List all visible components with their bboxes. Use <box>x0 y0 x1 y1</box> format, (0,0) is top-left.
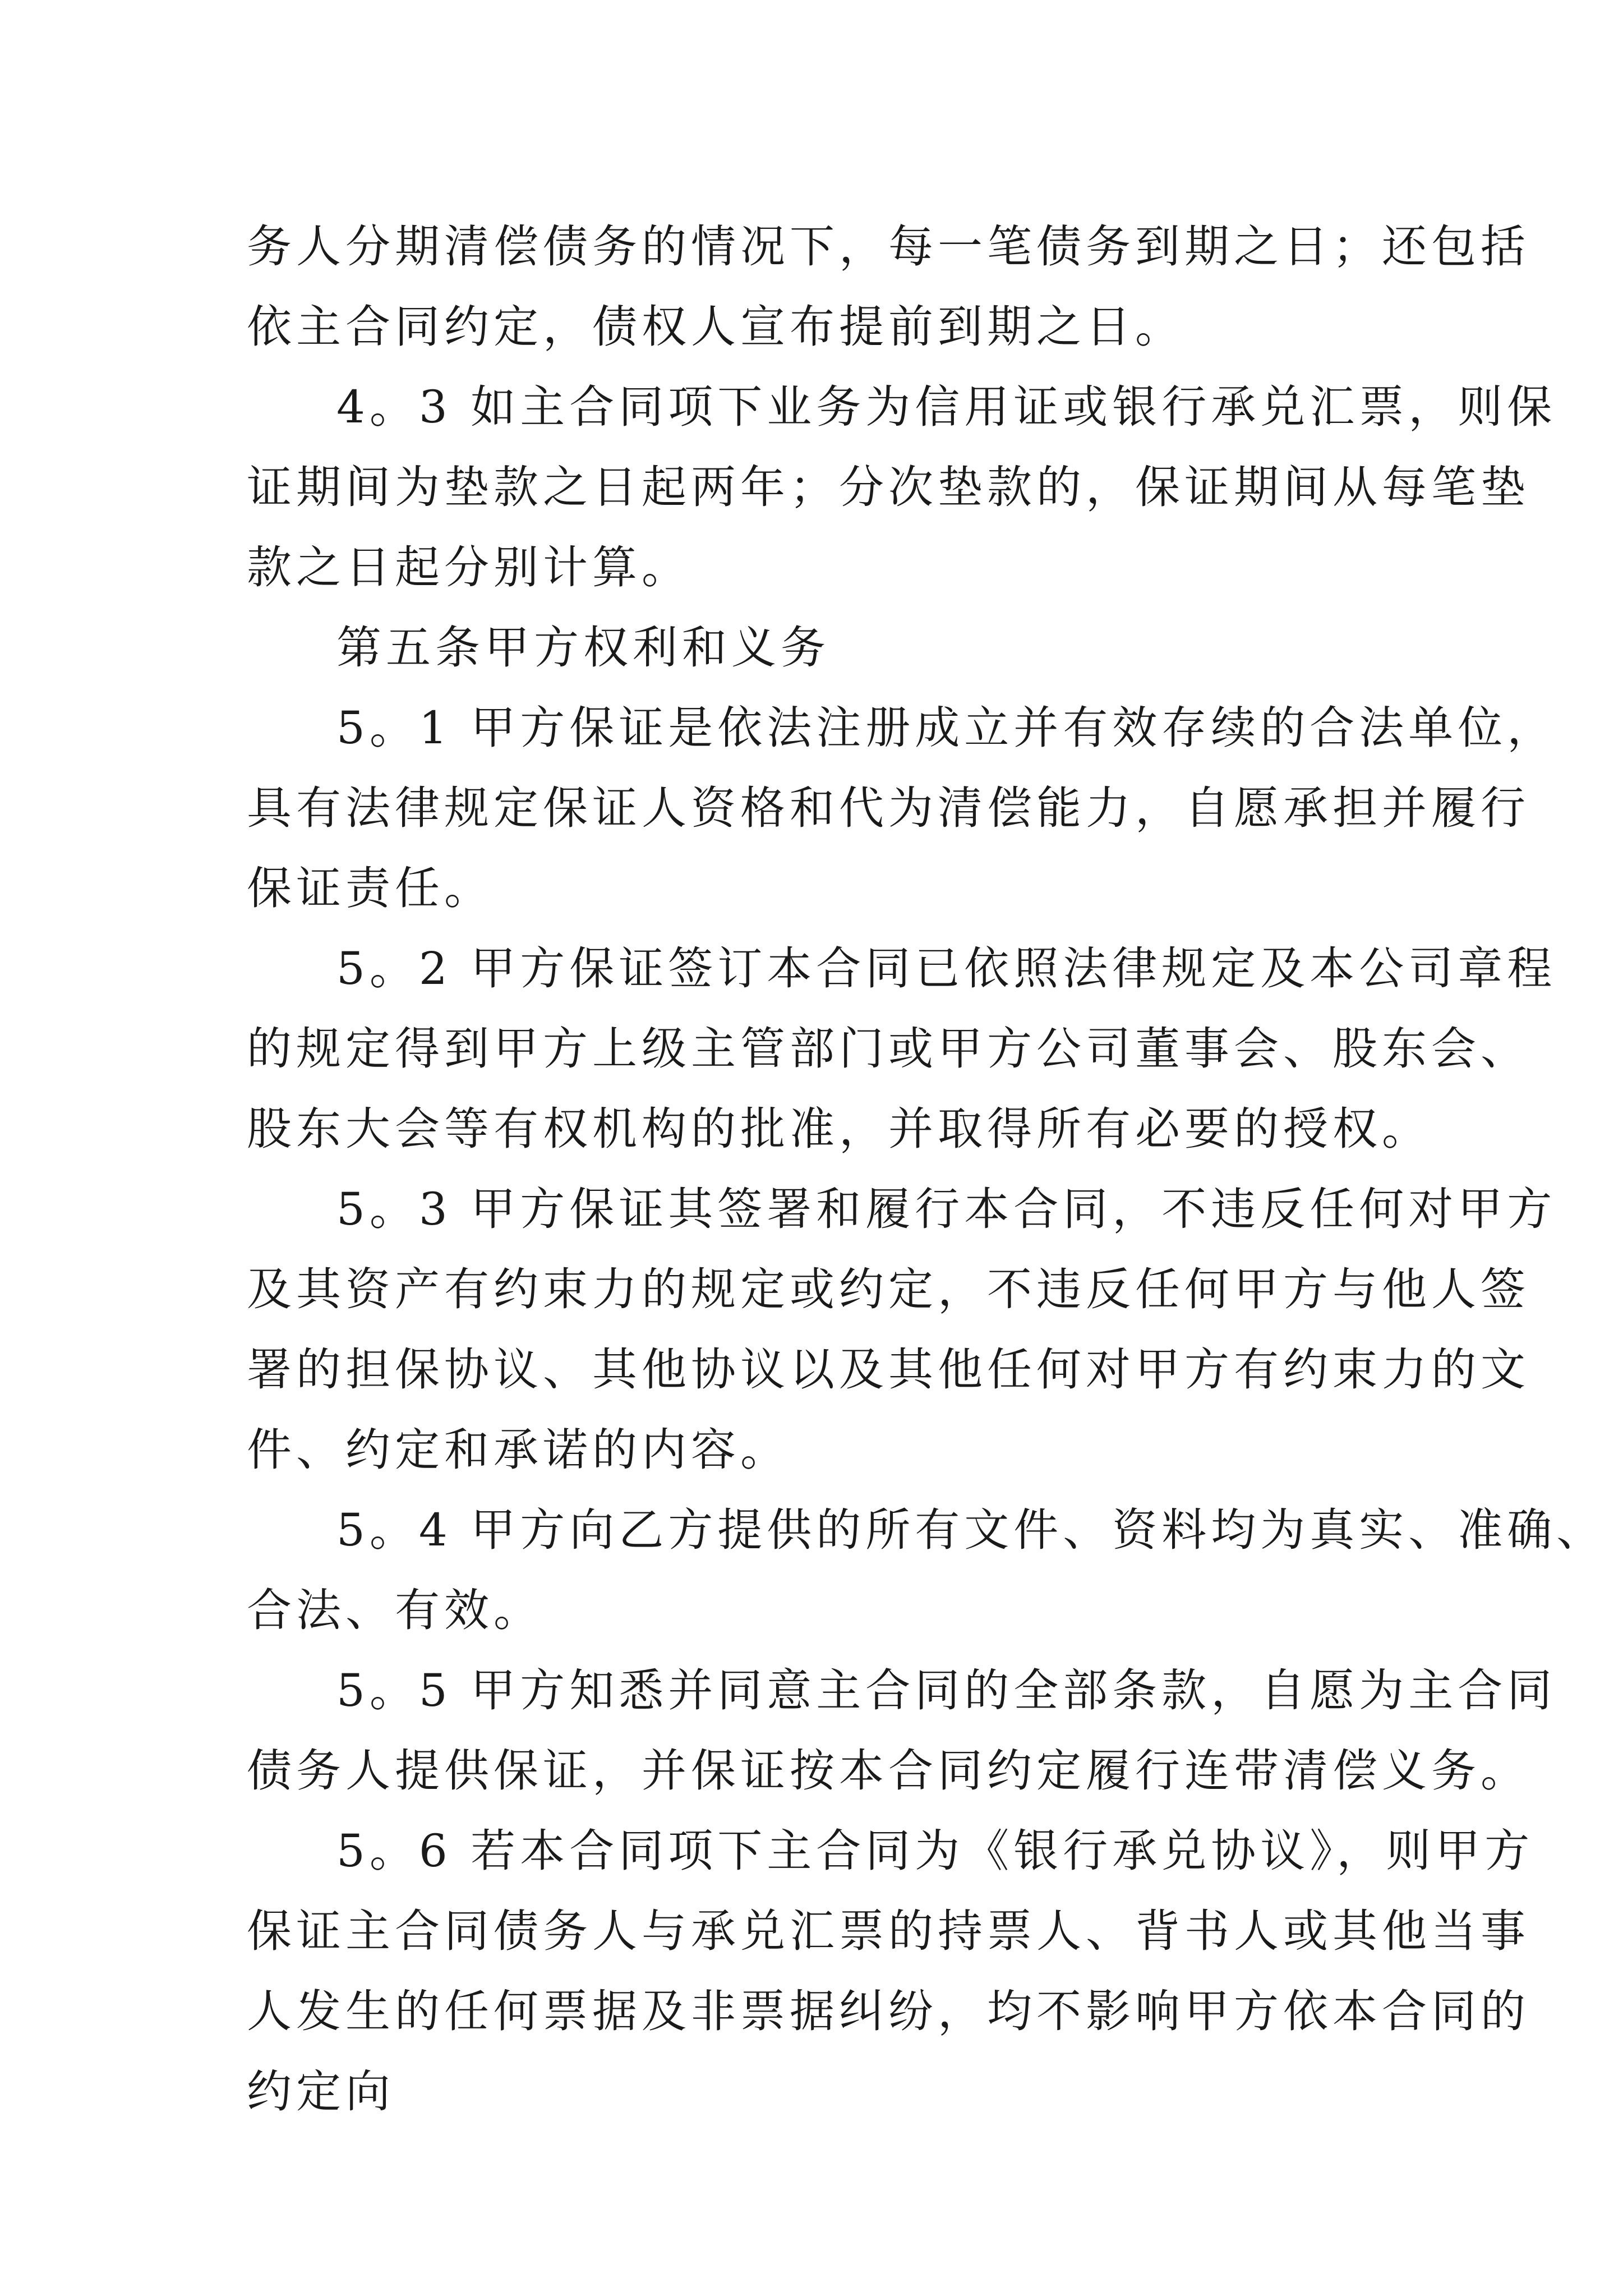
text-line-16: 件、约定和承诺的内容。 <box>247 1424 790 1476</box>
text-line-24: 约定向 <box>247 2065 395 2118</box>
text-line-4: 证期间为垫款之日起两年；分次垫款的，保证期间从每笔垫 <box>247 461 1530 513</box>
text-line-7: 5。1 甲方保证是依法注册成立并有效存续的合法单位， <box>336 702 1557 754</box>
text-line-9: 保证责任。 <box>247 862 494 914</box>
article-heading: 第五条甲方权利和义务 <box>336 622 830 674</box>
text-line-20: 债务人提供保证，并保证按本合同约定履行连带清偿义务。 <box>247 1745 1530 1797</box>
text-line-14: 及其资产有约束力的规定或约定，不违反任何甲方与他人签 <box>247 1263 1530 1315</box>
text-line-2: 依主合同约定，债权人宣布提前到期之日。 <box>247 301 1184 353</box>
text-line-8: 具有法律规定保证人资格和代为清偿能力，自愿承担并履行 <box>247 782 1530 834</box>
text-line-21: 5。6 若本合同项下主合同为《银行承兑协议》，则甲方 <box>336 1825 1534 1877</box>
document-body <box>247 206 1606 2132</box>
text-line-17: 5。4 甲方向乙方提供的所有文件、资料均为真实、准确、 <box>336 1504 1606 1556</box>
text-line-12: 股东大会等有权机构的批准，并取得所有必要的授权。 <box>247 1103 1431 1155</box>
text-line-15: 署的担保协议、其他协议以及其他任何对甲方有约束力的文 <box>247 1343 1530 1396</box>
text-line-3: 4。3 如主合同项下业务为信用证或银行承兑汇票，则保 <box>336 381 1557 433</box>
text-line-11: 的规定得到甲方上级主管部门或甲方公司董事会、股东会、 <box>247 1023 1530 1075</box>
text-line-18: 合法、有效。 <box>247 1584 543 1636</box>
text-line-23: 人发生的任何票据及非票据纠纷，均不影响甲方依本合同的 <box>247 1985 1530 2037</box>
text-line-19: 5。5 甲方知悉并同意主合同的全部条款，自愿为主合同 <box>336 1664 1557 1717</box>
text-line-22: 保证主合同债务人与承兑汇票的持票人、背书人或其他当事 <box>247 1905 1530 1957</box>
text-line-10: 5。2 甲方保证签订本合同已依照法律规定及本公司章程 <box>336 942 1557 995</box>
text-line-13: 5。3 甲方保证其签署和履行本合同，不违反任何对甲方 <box>336 1183 1557 1235</box>
text-line-5: 款之日起分别计算。 <box>247 541 691 593</box>
text-line-1: 务人分期清偿债务的情况下，每一笔债务到期之日；还包括 <box>247 220 1530 273</box>
